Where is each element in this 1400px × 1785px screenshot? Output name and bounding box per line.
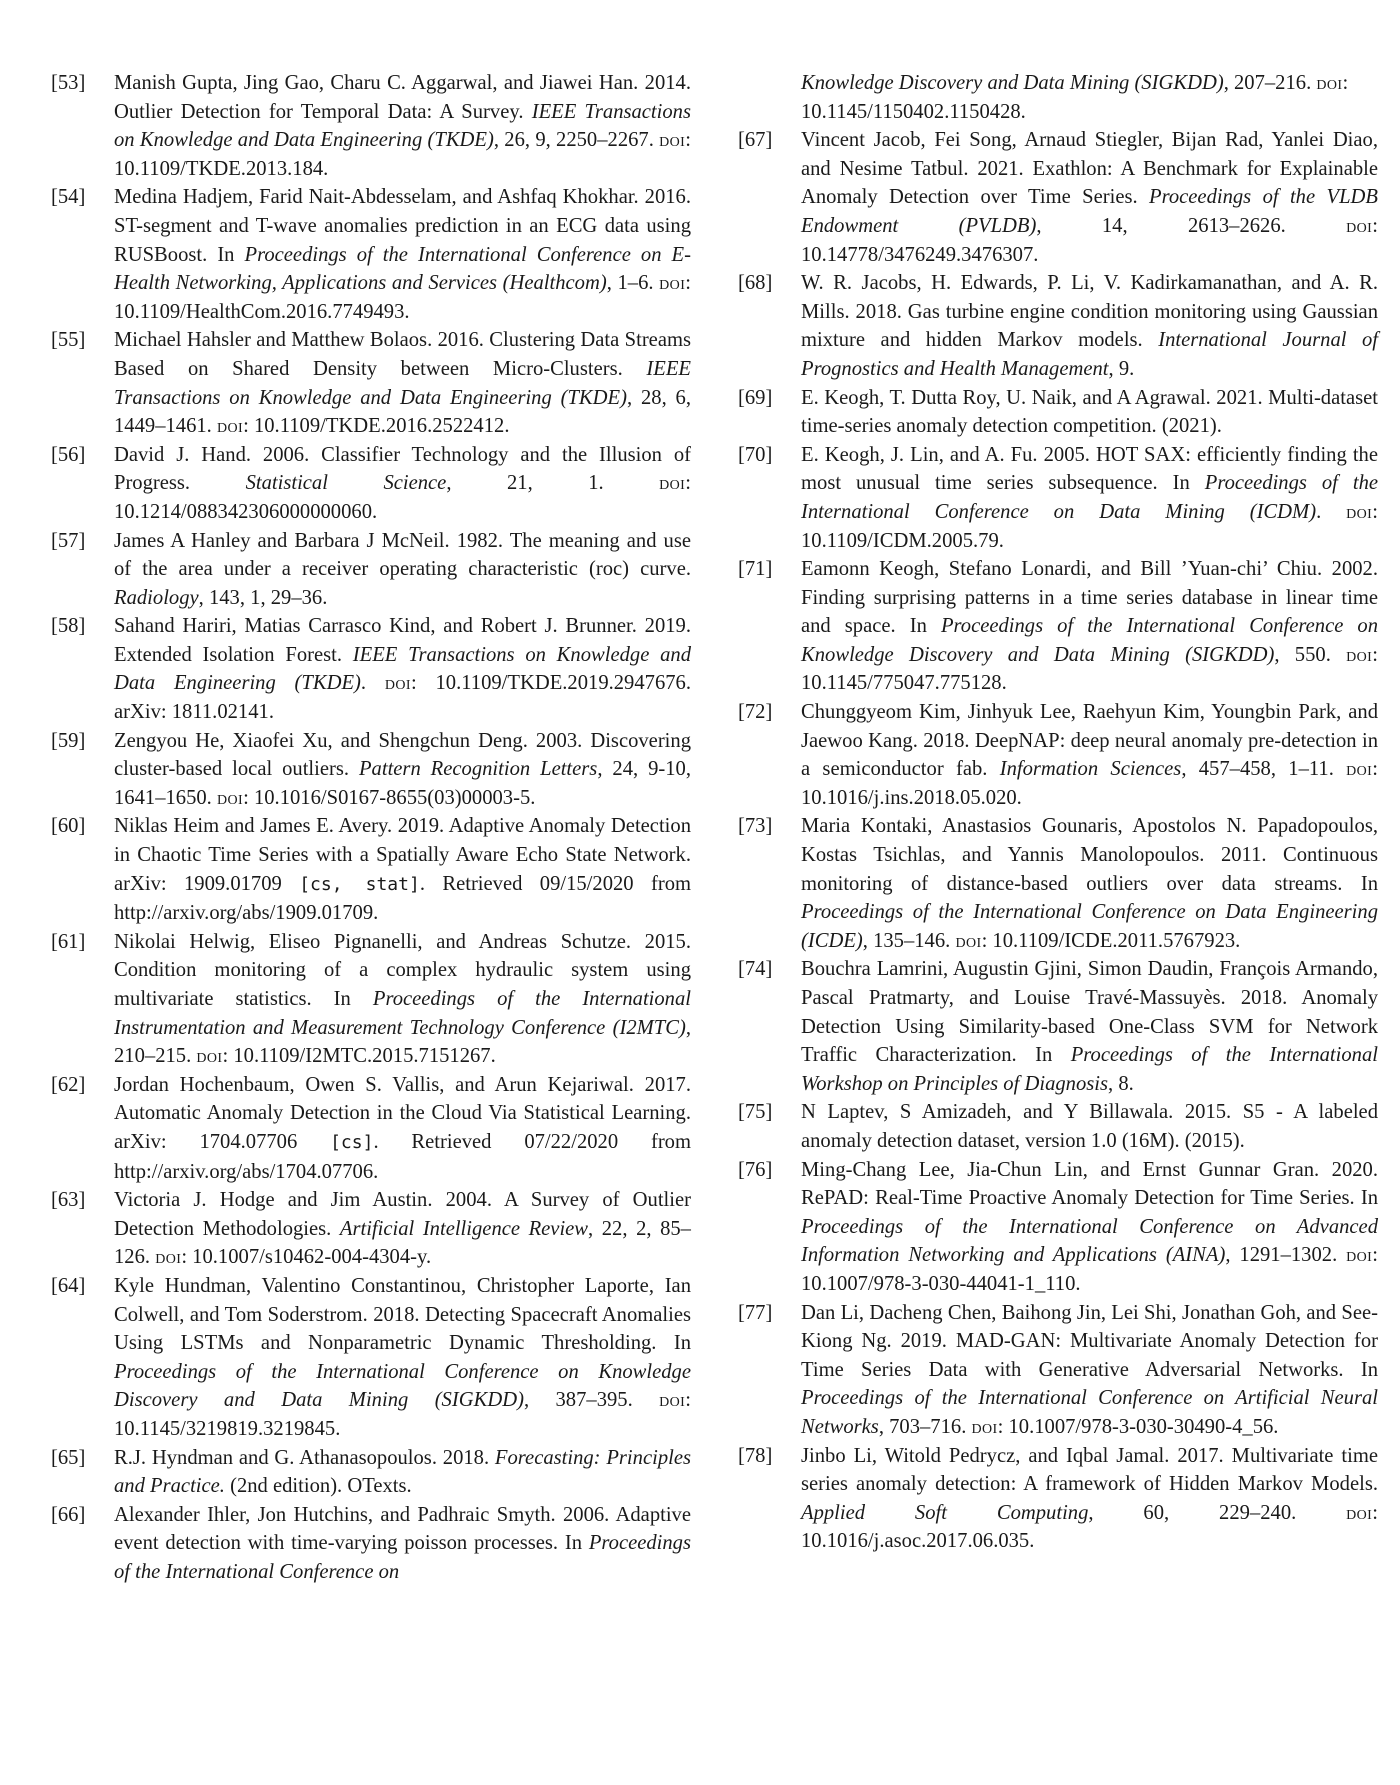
venue-title: Forecasting: Principles and Practice. (114, 1446, 691, 1498)
reference-body (114, 612, 691, 726)
reference-number: [60] (51, 815, 86, 838)
reference-body (114, 183, 691, 326)
doi-label: doi (659, 272, 686, 295)
reference-text: Chunggyeom Kim, Jinhyuk Lee, Raehyun Kim, Youngbin Park, and Jaewoo Kang. 2018. DeepNAP: deep neural anomaly pre-detection in a semiconductor fab. (801, 701, 1378, 781)
doi-label: doi (216, 415, 244, 438)
venue-title: IEEE Transactions on Knowledge and Data Engineering (TKDE) (114, 100, 691, 152)
reference-body (114, 928, 691, 1071)
reference-body (114, 1501, 691, 1587)
reference-number: [69] (738, 386, 773, 409)
reference-body (114, 1186, 691, 1272)
reference-text: N Laptev, S Amizadeh, and Y Billawala. 2015. S5 - A labeled anomaly detection dataset, version 1.0 (16M). (2015). (801, 1101, 1378, 1152)
reference-body (801, 812, 1378, 955)
references-right-column (738, 69, 1378, 1556)
reference-entry (51, 1501, 691, 1587)
venue-title: Pattern Recognition Letters (358, 758, 598, 781)
reference-text: Michael Hahsler and Matthew Bolaos. 2016. Clustering Data Streams Based on Shared Density between Micro-Clusters. (114, 329, 691, 380)
reference-text: Dan Li, Dacheng Chen, Baihong Jin, Lei Shi, Jonathan Goh, and See-Kiong Ng. 2019. MAD-GAN: Multivariate Anomaly Detection for Time Series Data with Generative Adversarial Networks. In (801, 1301, 1378, 1381)
references-left-column (51, 69, 691, 1586)
reference-number: [78] (738, 1444, 773, 1467)
reference-text: , 8. (1108, 1072, 1134, 1095)
reference-text: , 24, 9-10, 1641–1650. (114, 758, 691, 809)
reference-text: Vincent Jacob, Fei Song, Arnaud Stiegler, Bijan Rad, Yanlei Diao, and Nesime Tatbul. 2021. Exathlon: A Benchmark for Explainable Anomaly Detection over Time Series. (801, 129, 1378, 209)
reference-text: Victoria J. Hodge and Jim Austin. 2004. A Survey of Outlier Detection Methodologies. (114, 1189, 691, 1240)
reference-text: Manish Gupta, Jing Gao, Charu C. Aggarwal, and Jiawei Han. 2014. Outlier Detection for Temporal Data: A Survey. (114, 72, 691, 123)
reference-number: [63] (51, 1189, 86, 1212)
reference-text: Jinbo Li, Witold Pedrycz, and Iqbal Jamal. 2017. Multivariate time series anomaly detection: A framework of Hidden Markov Models. (801, 1444, 1378, 1496)
reference-text: Eamonn Keogh, Stefano Lonardi, and Bill ’Yuan-chi’ Chiu. 2002. Finding surprising patterns in a time series database in linear time and space. In (801, 558, 1378, 638)
doi-label: doi (1346, 643, 1373, 666)
venue-title: IEEE Transactions on Knowledge and Data Engineering (TKDE) (114, 357, 691, 409)
reference-text: : 10.1145/3219819.3219845. (114, 1389, 691, 1440)
reference-text: Jordan Hochenbaum, Owen S. Vallis, and Arun Kejariwal. 2017. Automatic Anomaly Detection in the Cloud Via Statistical Learning. arXiv: 1704.07706 (114, 1073, 691, 1153)
venue-title: Proceedings of the International Conference on Artificial Neural Networks (801, 1387, 1378, 1438)
reference-entry (51, 727, 691, 813)
reference-body (801, 441, 1378, 555)
reference-text: : 10.1007/s10462-004-4304-y. (181, 1246, 432, 1269)
reference-text: : 10.1016/S0167-8655(03)00003-5. (243, 786, 536, 809)
reference-text: David J. Hand. 2006. Classifier Technology and the Illusion of Progress. (114, 443, 691, 495)
reference-text: . (1316, 500, 1347, 523)
doi-label: doi (1346, 214, 1373, 237)
reference-body (801, 126, 1378, 269)
reference-number: [73] (738, 815, 773, 838)
reference-entry (51, 69, 691, 183)
venue-title: Information Sciences (999, 758, 1182, 781)
venue-title: Proceedings of the International Conference on (114, 1532, 691, 1583)
reference-number: [65] (51, 1446, 86, 1469)
doi-label: doi (1346, 1501, 1373, 1524)
reference-number: [70] (738, 443, 773, 466)
doi-label: doi (384, 672, 411, 695)
reference-text: : 10.1145/1150402.1150428. (801, 72, 1349, 123)
reference-text: : 10.1109/TKDE.2016.2522412. (243, 415, 510, 438)
reference-body (114, 727, 691, 813)
reference-text: : 10.1109/ICDM.2005.79. (801, 500, 1378, 552)
reference-entry (51, 812, 691, 927)
reference-number: [77] (738, 1301, 773, 1324)
reference-number: [67] (738, 129, 773, 152)
reference-number: [54] (51, 186, 86, 209)
reference-text: Bouchra Lamrini, Augustin Gjini, Simon Daudin, François Armando, Pascal Pratmarty, and Louise Travé-Massuyès. 2018. Anomaly Detection Using Similarity-based One-Class SVM for Network Traffic Characterization. In (801, 958, 1378, 1067)
reference-entry (738, 269, 1378, 383)
reference-text: Zengyou He, Xiaofei Xu, and Shengchun Deng. 2003. Discovering cluster-based local outliers. (114, 729, 691, 781)
reference-entry (738, 1299, 1378, 1442)
reference-entry (738, 384, 1378, 441)
reference-entry (51, 326, 691, 440)
reference-text: R.J. Hyndman and G. Athanasopoulos. 2018. (114, 1446, 495, 1469)
reference-number: [58] (51, 615, 86, 638)
reference-text: : 10.1007/978-3-030-30490-4_56. (997, 1415, 1279, 1438)
reference-text: , 210–215. (114, 1016, 691, 1068)
reference-number: [53] (51, 72, 86, 94)
reference-text: Alexander Ihler, Jon Hutchins, and Padhraic Smyth. 2006. Adaptive event detection with time-varying poisson processes. In (114, 1503, 691, 1555)
reference-body (114, 1444, 691, 1501)
reference-continuation (738, 69, 1378, 126)
reference-text: , 457–458, 1–11. (1181, 758, 1347, 781)
reference-entry (738, 1442, 1378, 1556)
venue-title: Radiology (114, 586, 199, 609)
reference-body (801, 1156, 1378, 1299)
venue-title: Artificial Intelligence Review (339, 1217, 589, 1240)
reference-text: : 10.1109/TKDE.2019.2947676. arXiv: 1811.02141. (114, 672, 691, 724)
reference-entry (51, 1272, 691, 1444)
venue-title: Proceedings of the International Conference on Knowledge Discovery and Data Mining (SIGKDD) (114, 1360, 691, 1412)
reference-text: Sahand Hariri, Matias Carrasco Kind, and Robert J. Brunner. 2019. Extended Isolation Forest. (114, 615, 691, 666)
reference-entry (738, 1156, 1378, 1299)
reference-entry (51, 441, 691, 527)
reference-body (801, 1442, 1378, 1556)
reference-body (801, 1299, 1378, 1442)
reference-text: , 9. (1108, 357, 1135, 380)
reference-text: , 143, 1, 29–36. (198, 586, 328, 609)
reference-text: W. R. Jacobs, H. Edwards, P. Li, V. Kadirkamanathan, and A. R. Mills. 2018. Gas turbine engine condition monitoring using Gaussian mixture and hidden Markov models. (801, 272, 1378, 352)
reference-number: [64] (51, 1274, 86, 1297)
reference-text: , 14, 2613–2626. (1036, 214, 1347, 237)
reference-body (801, 555, 1378, 698)
reference-entry (51, 928, 691, 1071)
reference-text: . Retrieved 07/22/2020 from http://arxiv.org/abs/1704.07706. (114, 1130, 691, 1183)
arxiv-category: [cs] (330, 1131, 374, 1153)
reference-number: [59] (51, 729, 86, 752)
reference-text: Maria Kontaki, Anastasios Gounaris, Apostolos N. Papadopoulos, Kostas Tsichlas, and Yannis Manolopoulos. 2011. Continuous monitoring of distance-based outliers over data streams. In (801, 815, 1378, 895)
reference-text: : 10.1007/978-3-030-44041-1_110. (801, 1244, 1378, 1295)
reference-number: [57] (51, 529, 86, 552)
venue-title: Proceedings of the VLDB Endowment (PVLDB) (801, 186, 1378, 237)
reference-body (801, 698, 1378, 812)
venue-title: Knowledge Discovery and Data Mining (SIGKDD) (801, 72, 1224, 94)
doi-label: doi (1316, 72, 1343, 94)
doi-label: doi (155, 1246, 182, 1269)
reference-body (801, 1098, 1378, 1155)
reference-text: , 60, 229–240. (1088, 1501, 1347, 1524)
venue-title: Applied Soft Computing (801, 1501, 1089, 1524)
reference-entry (738, 955, 1378, 1098)
reference-number: [55] (51, 329, 86, 352)
reference-text: : 10.1016/j.asoc.2017.06.035. (801, 1501, 1378, 1553)
reference-text: , 28, 6, 1449–1461. (114, 386, 692, 438)
reference-text: Niklas Heim and James E. Avery. 2019. Adaptive Anomaly Detection in Chaotic Time Series with a Spatially Aware Echo State Network. arXiv: 1909.01709 (114, 815, 691, 895)
venue-title: Proceedings of the International Conference on Knowledge Discovery and Data Mining (SIGKDD) (801, 615, 1378, 666)
reference-entry (738, 698, 1378, 812)
reference-text: , 135–146. (862, 929, 956, 952)
reference-number: [76] (738, 1158, 773, 1181)
venue-title: IEEE Transactions on Knowledge and Data Engineering (TKDE) (114, 643, 691, 695)
reference-body (114, 326, 691, 440)
venue-title: Proceedings of the International Conference on E-Health Networking, Applications and Services (Healthcom) (114, 243, 691, 295)
reference-text: : 10.1145/775047.775128. (801, 643, 1378, 695)
reference-entry (51, 527, 691, 613)
reference-entry (738, 555, 1378, 698)
venue-title: Proceedings of the International Instrumentation and Measurement Technology Conference (I2MTC) (114, 988, 692, 1039)
reference-text: , 22, 2, 85–126. (114, 1217, 691, 1269)
reference-text: , 1–6. (606, 272, 660, 295)
reference-text: , 550. (1274, 643, 1347, 666)
doi-label: doi (955, 929, 982, 952)
reference-entry (738, 126, 1378, 269)
doi-label: doi (659, 472, 686, 495)
reference-text: (2nd edition). OTexts. (224, 1475, 412, 1498)
reference-text: . (360, 672, 385, 695)
reference-text: : 10.1214/088342306000000060. (114, 472, 691, 523)
reference-text: , 703–716. (878, 1415, 972, 1438)
reference-body (801, 955, 1378, 1098)
reference-text: Nikolai Helwig, Eliseo Pignanelli, and Andreas Schutze. 2015. Condition monitoring of a complex hydraulic system using multivariate statistics. In (114, 930, 691, 1010)
reference-text: : 10.14778/3476249.3476307. (801, 214, 1378, 266)
reference-entry (738, 441, 1378, 555)
reference-body (114, 1272, 691, 1444)
reference-number: [74] (738, 958, 773, 981)
reference-text: : 10.1109/ICDE.2011.5767923. (981, 929, 1241, 952)
reference-text: : 10.1016/j.ins.2018.05.020. (801, 758, 1378, 809)
venue-title: International Journal of Prognostics and Health Management (801, 329, 1378, 380)
reference-body (801, 384, 1378, 441)
reference-text: E. Keogh, J. Lin, and A. Fu. 2005. HOT SAX: efficiently finding the most unusual time series subsequence. In (801, 443, 1378, 495)
doi-label: doi (659, 1389, 686, 1412)
doi-label: doi (1346, 758, 1373, 781)
doi-label: doi (659, 129, 686, 152)
reference-body (114, 1071, 691, 1186)
reference-body (114, 812, 691, 927)
doi-label: doi (971, 1415, 998, 1438)
reference-entry (738, 812, 1378, 955)
arxiv-category: [cs, stat] (299, 873, 420, 895)
doi-label: doi (196, 1045, 223, 1068)
venue-title: Proceedings of the International Conference on Data Engineering (ICDE) (801, 901, 1378, 952)
reference-text: , 387–395. (523, 1389, 660, 1412)
doi-label: doi (216, 786, 244, 809)
reference-number: [66] (51, 1503, 86, 1526)
reference-number: [56] (51, 443, 86, 466)
reference-text: , 26, 9, 2250–2267. (493, 129, 660, 152)
reference-entry (738, 1098, 1378, 1155)
reference-text: Ming-Chang Lee, Jia-Chun Lin, and Ernst Gunnar Gran. 2020. RePAD: Real-Time Proactive Anomaly Detection for Time Series. In (801, 1158, 1378, 1210)
venue-title: Proceedings of the International Conference on Data Mining (ICDM) (801, 472, 1379, 523)
reference-body (114, 441, 691, 527)
reference-number: [72] (738, 701, 773, 724)
reference-body (801, 269, 1378, 383)
reference-entry (51, 612, 691, 726)
reference-entry (51, 1444, 691, 1501)
reference-text: : 10.1109/I2MTC.2015.7151267. (222, 1045, 496, 1068)
reference-number: [62] (51, 1073, 86, 1096)
reference-text: Kyle Hundman, Valentino Constantinou, Christopher Laporte, Ian Colwell, and Tom Soderstrom. 2018. Detecting Spacecraft Anomalies Using LSTMs and Nonparametric Dynamic Thresholding. In (114, 1274, 691, 1355)
reference-body (114, 527, 691, 613)
reference-text: , 1291–1302. (1225, 1244, 1347, 1267)
doi-label: doi (1346, 1244, 1373, 1267)
reference-text: . Retrieved 09/15/2020 from http://arxiv.org/abs/1909.01709. (114, 872, 692, 925)
reference-text: : 10.1109/TKDE.2013.184. (114, 129, 691, 180)
reference-number: [75] (738, 1101, 773, 1124)
venue-title: Proceedings of the International Conference on Advanced Information Networking and Applications (AINA) (801, 1215, 1378, 1267)
reference-text: Medina Hadjem, Farid Nait-Abdesselam, and Ashfaq Khokhar. 2016. ST-segment and T-wave anomalies prediction in an ECG data using RUSBoost. In (114, 186, 691, 266)
reference-number: [71] (738, 558, 773, 581)
doi-label: doi (1346, 500, 1373, 523)
reference-text: , 21, 1. (446, 472, 660, 495)
reference-entry (51, 1186, 691, 1272)
reference-text: , 207–216. (1223, 72, 1317, 94)
reference-entry (51, 183, 691, 326)
venue-title: Statistical Science (245, 472, 447, 495)
reference-text: James A Hanley and Barbara J McNeil. 1982. The meaning and use of the area under a receiver operating characteristic (roc) curve. (114, 529, 691, 581)
reference-entry (51, 1071, 691, 1186)
reference-body (114, 69, 691, 183)
reference-number: [61] (51, 930, 86, 953)
reference-text: : 10.1109/HealthCom.2016.7749493. (114, 272, 692, 323)
reference-number: [68] (738, 272, 773, 295)
venue-title: Proceedings of the International Workshop on Principles of Diagnosis (801, 1044, 1378, 1095)
reference-text: E. Keogh, T. Dutta Roy, U. Naik, and A Agrawal. 2021. Multi-dataset time-series anomaly detection competition. (2021). (801, 386, 1378, 438)
